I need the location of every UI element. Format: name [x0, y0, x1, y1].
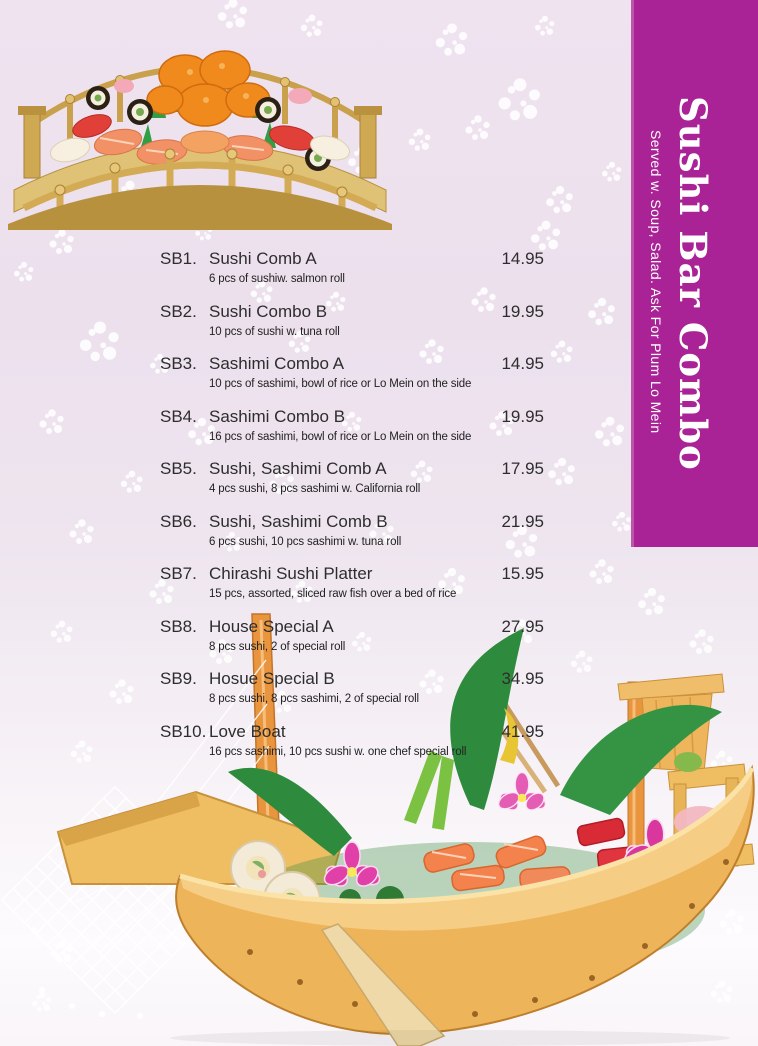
item-price: 19.95	[501, 406, 544, 426]
item-description: 8 pcs sushi, 8 pcs sashimi, 2 of special roll	[209, 693, 419, 705]
item-description: 10 pcs of sushi w. tuna roll	[209, 325, 340, 338]
item-price: 21.95	[501, 511, 544, 531]
item-name: Chirashi Sushi Platter	[209, 564, 373, 583]
item-price: 27.95	[501, 616, 544, 636]
menu-item-row	[160, 459, 544, 479]
item-description: 4 pcs sushi, 8 pcs sashimi w. California roll	[209, 483, 421, 495]
item-description: 10 pcs of sashimi, bowl of rice or Lo Mein on the side	[209, 378, 472, 390]
item-code: SB1.	[160, 249, 197, 268]
section-banner	[631, 0, 758, 547]
sushi-bridge-photo	[0, 0, 400, 230]
menu-item	[160, 302, 544, 355]
item-code: SB10.	[160, 721, 207, 741]
menu-item	[160, 617, 544, 670]
item-code: SB2.	[160, 301, 197, 321]
item-name: Sushi Comb A	[209, 249, 317, 268]
menu-item	[160, 512, 544, 565]
menu-item	[160, 669, 544, 722]
menu-item-row	[160, 722, 544, 742]
item-name: Sushi, Sashimi Comb A	[209, 459, 387, 478]
item-code: SB6.	[160, 511, 197, 531]
menu-item	[160, 407, 544, 460]
menu-item-row	[160, 407, 544, 427]
item-price: 41.95	[501, 721, 544, 741]
item-name: Sushi Combo B	[209, 301, 328, 321]
menu-item-row	[160, 249, 544, 269]
menu-item-row	[160, 617, 544, 637]
item-price: 14.95	[501, 354, 544, 373]
menu-list	[160, 249, 544, 774]
item-name: House Special A	[209, 616, 334, 636]
item-code: SB4.	[160, 406, 197, 426]
menu-item-row	[160, 669, 544, 689]
item-price: 19.95	[501, 301, 544, 321]
item-price: 15.95	[501, 564, 544, 583]
item-name: Sushi, Sashimi Comb B	[209, 511, 388, 531]
menu-item	[160, 354, 544, 407]
item-code: SB3.	[160, 354, 197, 373]
menu-item-row	[160, 302, 544, 322]
item-description: 8 pcs sushi, 2 of special roll	[209, 640, 346, 653]
item-description: 6 pcs sushi, 10 pcs sashimi w. tuna roll	[209, 535, 402, 548]
section-subtitle: Served w. Soup, Salad. Ask For Plum Lo Mein	[648, 130, 664, 434]
item-description: 16 pcs of sashimi, bowl of rice or Lo Mein on the side	[209, 430, 472, 443]
item-name: Sashimi Combo A	[209, 354, 345, 373]
item-code: SB7.	[160, 564, 197, 583]
item-code: SB5.	[160, 459, 197, 478]
item-description: 6 pcs of sushiw. salmon roll	[209, 273, 345, 285]
item-name: Hosue Special B	[209, 669, 335, 688]
menu-item	[160, 459, 544, 512]
item-price: 17.95	[501, 459, 544, 478]
menu-item-row	[160, 512, 544, 532]
item-name: Love Boat	[209, 721, 286, 741]
item-price: 34.95	[501, 669, 544, 688]
item-name: Sashimi Combo B	[209, 406, 346, 426]
menu-item-row	[160, 564, 544, 584]
item-description: 15 pcs, assorted, sliced raw fish over a bed of rice	[209, 588, 457, 600]
menu-item	[160, 564, 544, 617]
item-price: 14.95	[501, 249, 544, 268]
menu-item	[160, 249, 544, 302]
item-code: SB8.	[160, 616, 197, 636]
section-title: Sushi Bar Combo	[671, 96, 715, 471]
menu-item-row	[160, 354, 544, 374]
item-code: SB9.	[160, 669, 197, 688]
item-description: 16 pcs sashimi, 10 pcs sushi w. one chef special roll	[209, 745, 467, 758]
menu-item	[160, 722, 544, 775]
